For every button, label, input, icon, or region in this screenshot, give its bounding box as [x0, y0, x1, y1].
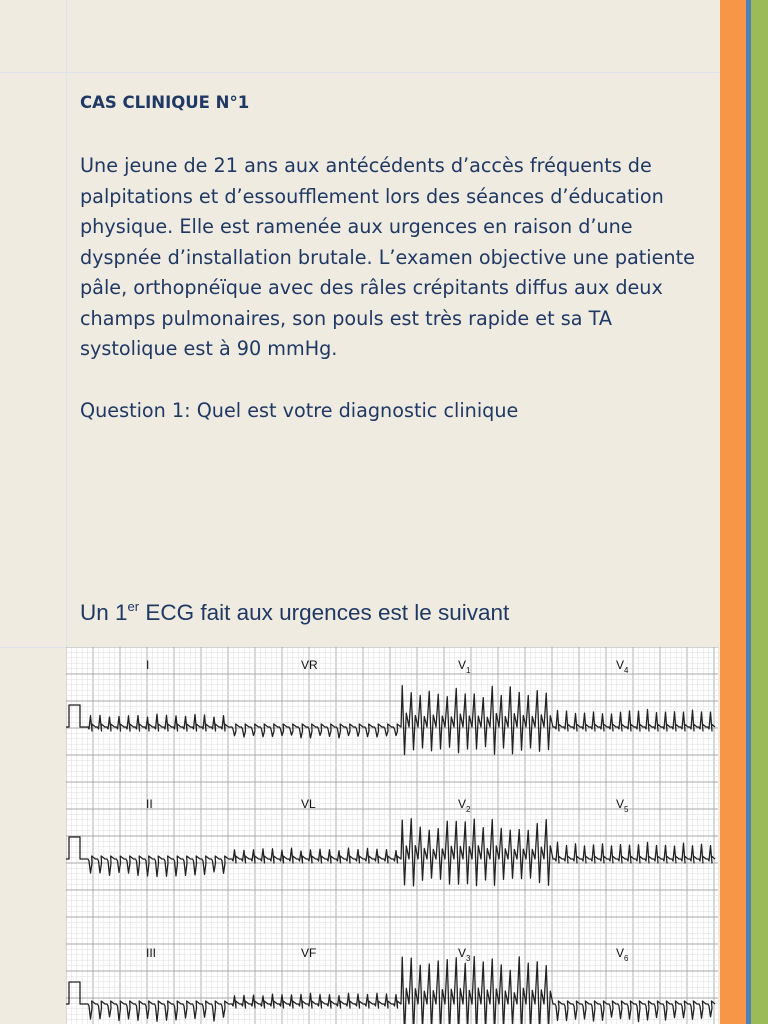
ecg-tracing	[66, 647, 718, 1024]
case-title: CAS CLINIQUE N°1	[80, 93, 250, 112]
ecg-lead-label: II	[146, 797, 153, 811]
ecg-caption-superscript: er	[127, 599, 140, 614]
ecg-strip	[66, 647, 718, 1024]
decor-stripe-orange	[720, 0, 746, 1024]
ecg-lead-subscript: 4	[624, 666, 629, 675]
decor-stripe-green	[751, 0, 768, 1024]
ecg-lead-label: $V_2$	[458, 797, 471, 814]
ecg-lead-subscript: 2	[466, 805, 471, 814]
question-1: Question 1: Quel est votre diagnostic clinique	[80, 399, 519, 422]
ecg-grid	[66, 647, 718, 1024]
ecg-caption	[80, 599, 509, 626]
ecg-caption-prefix: Un 1	[80, 600, 128, 625]
ecg-lead-label: $V_1$	[458, 658, 471, 675]
ecg-lead-label: $V_6$	[616, 946, 629, 963]
ecg-lead-label: I	[146, 658, 150, 672]
ecg-lead-label: III	[146, 946, 157, 960]
case-description	[80, 151, 712, 365]
ecg-lead-label: $V_4$	[616, 658, 629, 675]
guide-line-horizontal	[0, 72, 768, 73]
ecg-lead-label: VR	[301, 658, 318, 672]
ecg-lead-label: $V_5$	[616, 797, 629, 814]
ecg-caption-rest: ECG fait aux urgences est le suivant	[139, 600, 510, 625]
ecg-lead-label: VL	[301, 797, 316, 811]
ecg-lead-subscript: 5	[624, 805, 629, 814]
ecg-lead-subscript: 1	[466, 666, 471, 675]
ecg-lead-label: $V_3$	[458, 946, 471, 963]
case-paragraph: Une jeune de 21 ans aux antécédents d’accès fréquents de palpitations et d’essoufflement lors des séances d’éducation physique. Elle est ramenée aux urgences en raison d’une dyspnée d’installation brutale. L’examen objective une patiente pâle, orthopnéïque avec des râles crépitants diffus aux deux champs pulmonaires, son pouls est très rapide et sa TA systolique est à 90 mmHg.	[80, 154, 695, 360]
ecg-lead-label: VF	[301, 946, 317, 960]
ecg-lead-subscript: 3	[466, 954, 471, 963]
ecg-lead-subscript: 6	[624, 954, 629, 963]
